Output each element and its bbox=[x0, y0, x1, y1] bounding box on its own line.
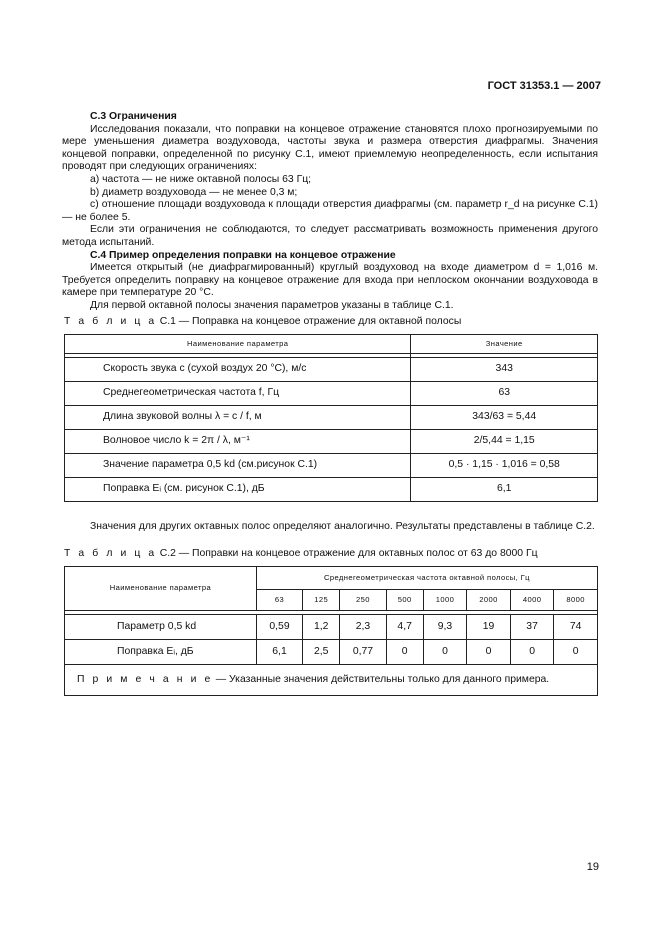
table-row bbox=[65, 358, 598, 382]
table2-note-text: — Указанные значения действительны только для данного примера. bbox=[215, 673, 550, 685]
table2-row-name: Параметр 0,5 kd bbox=[65, 615, 257, 640]
table2-cell: 9,3 bbox=[423, 615, 467, 640]
table1-header-param: Наименование параметра bbox=[65, 335, 411, 354]
table2-cell: 6,1 bbox=[256, 640, 302, 665]
table1-row-name: Поправка Eᵢ (см. рисунок С.1), дБ bbox=[65, 478, 411, 502]
table1-row-value: 343 bbox=[411, 358, 598, 382]
table2-cell: 4,7 bbox=[386, 615, 423, 640]
table1-header-value: Значение bbox=[411, 335, 598, 354]
table2-cell: 0 bbox=[554, 640, 598, 665]
table-row bbox=[65, 615, 598, 640]
table-row bbox=[65, 430, 598, 454]
table1-row-name: Среднегеометрическая частота f, Гц bbox=[65, 382, 411, 406]
table2-cell: 0 bbox=[510, 640, 554, 665]
table2-header-param: Наименование параметра bbox=[65, 567, 257, 611]
section-c3-paragraph-1: Исследования показали, что поправки на концевое отражение становятся плохо прогнозируемыми по мере уменьшения диаметра воздуховода, частоты звука и размера отверстия диафрагмы. Значения концевой поправки, определенной по рисунку С.1, имеют приемлемую неопределенность, если испытания проводят при следующих ограничениях: bbox=[62, 123, 598, 173]
table2-freq-cell: 2000 bbox=[467, 590, 511, 611]
table1-row-name: Волновое число k = 2π / λ, м⁻¹ bbox=[65, 430, 411, 454]
table1-row-value: 0,5 · 1,15 · 1,016 = 0,58 bbox=[411, 454, 598, 478]
body-text bbox=[62, 111, 598, 313]
section-c4-title: С.4 Пример определения поправки на концевое отражение bbox=[90, 249, 396, 261]
table2-cell: 74 bbox=[554, 615, 598, 640]
table2-cell: 37 bbox=[510, 615, 554, 640]
table2-note-prefix: П р и м е ч а н и е bbox=[77, 673, 213, 685]
table-row bbox=[65, 640, 598, 665]
table1-caption bbox=[64, 316, 461, 329]
table-c1 bbox=[64, 334, 598, 502]
table1-row-value: 63 bbox=[411, 382, 598, 406]
table-row bbox=[65, 454, 598, 478]
table1-row-name: Длина звуковой волны λ = с / f, м bbox=[65, 406, 411, 430]
table2-freq-cell: 125 bbox=[303, 590, 340, 611]
table2-note bbox=[65, 665, 598, 696]
table-row bbox=[65, 478, 598, 502]
table2-cell: 2,3 bbox=[340, 615, 386, 640]
table2-freq-cell: 250 bbox=[340, 590, 386, 611]
table2-freq-cell: 500 bbox=[386, 590, 423, 611]
table2-cell: 2,5 bbox=[303, 640, 340, 665]
section-c3-paragraph-2: Если эти ограничения не соблюдаются, то следует рассматривать возможность применения другого метода испытаний. bbox=[62, 224, 598, 248]
table2-freq-cell: 8000 bbox=[554, 590, 598, 611]
table2-cell: 0,59 bbox=[256, 615, 302, 640]
section-c4-paragraph-2: Для первой октавной полосы значения параметров указаны в таблице С.1. bbox=[90, 299, 454, 311]
table-row bbox=[65, 382, 598, 406]
table1-row-name: Скорость звука с (сухой воздух 20 °С), м/с bbox=[65, 358, 411, 382]
section-c3-item-c: с) отношение площади воздуховода к площади отверстия диафрагмы (см. параметр r_d на рисунке С.1) — не более 5. bbox=[62, 199, 598, 223]
table2-freq-cell: 1000 bbox=[423, 590, 467, 611]
section-c4-paragraph-1: Имеется открытый (не диафрагмированный) круглый воздуховод на входе диаметром d = 1,016 м. Требуется определить поправку на концевое отражение для входа при неплоском окончании воздуховода в камере при температуре 20 °С. bbox=[62, 262, 598, 299]
table2-freq-cell: 63 bbox=[256, 590, 302, 611]
table1-row-value: 343/63 = 5,44 bbox=[411, 406, 598, 430]
table-note-row bbox=[65, 665, 598, 696]
table2-cell: 0,77 bbox=[340, 640, 386, 665]
table-c2 bbox=[64, 566, 598, 696]
after-table1-text: Значения для других октавных полос определяют аналогично. Результаты представлены в таблице С.2. bbox=[90, 521, 595, 532]
table2-cell: 0 bbox=[423, 640, 467, 665]
table2-freq-cell: 4000 bbox=[510, 590, 554, 611]
table2-caption-prefix: Т а б л и ц а bbox=[64, 548, 157, 559]
table2-caption bbox=[64, 548, 538, 561]
table1-caption-prefix: Т а б л и ц а bbox=[64, 316, 157, 327]
table2-cell: 0 bbox=[386, 640, 423, 665]
section-c3-item-a: а) частота — не ниже октавной полосы 63 Гц; bbox=[90, 173, 312, 185]
table1-row-name: Значение параметра 0,5 kd (см.рисунок С.1) bbox=[65, 454, 411, 478]
section-c3-title: С.3 Ограничения bbox=[90, 111, 177, 122]
section-c3-item-b: b) диаметр воздуховода — не менее 0,3 м; bbox=[90, 186, 298, 198]
table2-cell: 1,2 bbox=[303, 615, 340, 640]
table2-header-freq: Среднегеометрическая частота октавной полосы, Гц bbox=[256, 567, 597, 590]
table-row bbox=[65, 406, 598, 430]
table2-cell: 0 bbox=[467, 640, 511, 665]
table2-row-name: Поправка Eᵢ, дБ bbox=[65, 640, 257, 665]
table1-row-value: 6,1 bbox=[411, 478, 598, 502]
table2-cell: 19 bbox=[467, 615, 511, 640]
document-header: ГОСТ 31353.1 — 2007 bbox=[487, 80, 601, 92]
table1-row-value: 2/5,44 = 1,15 bbox=[411, 430, 598, 454]
page-number: 19 bbox=[586, 861, 599, 873]
table1-caption-text: С.1 — Поправка на концевое отражение для октавной полосы bbox=[159, 316, 462, 327]
table2-caption-text: С.2 — Поправки на концевое отражение для октавных полос от 63 до 8000 Гц bbox=[159, 548, 538, 559]
